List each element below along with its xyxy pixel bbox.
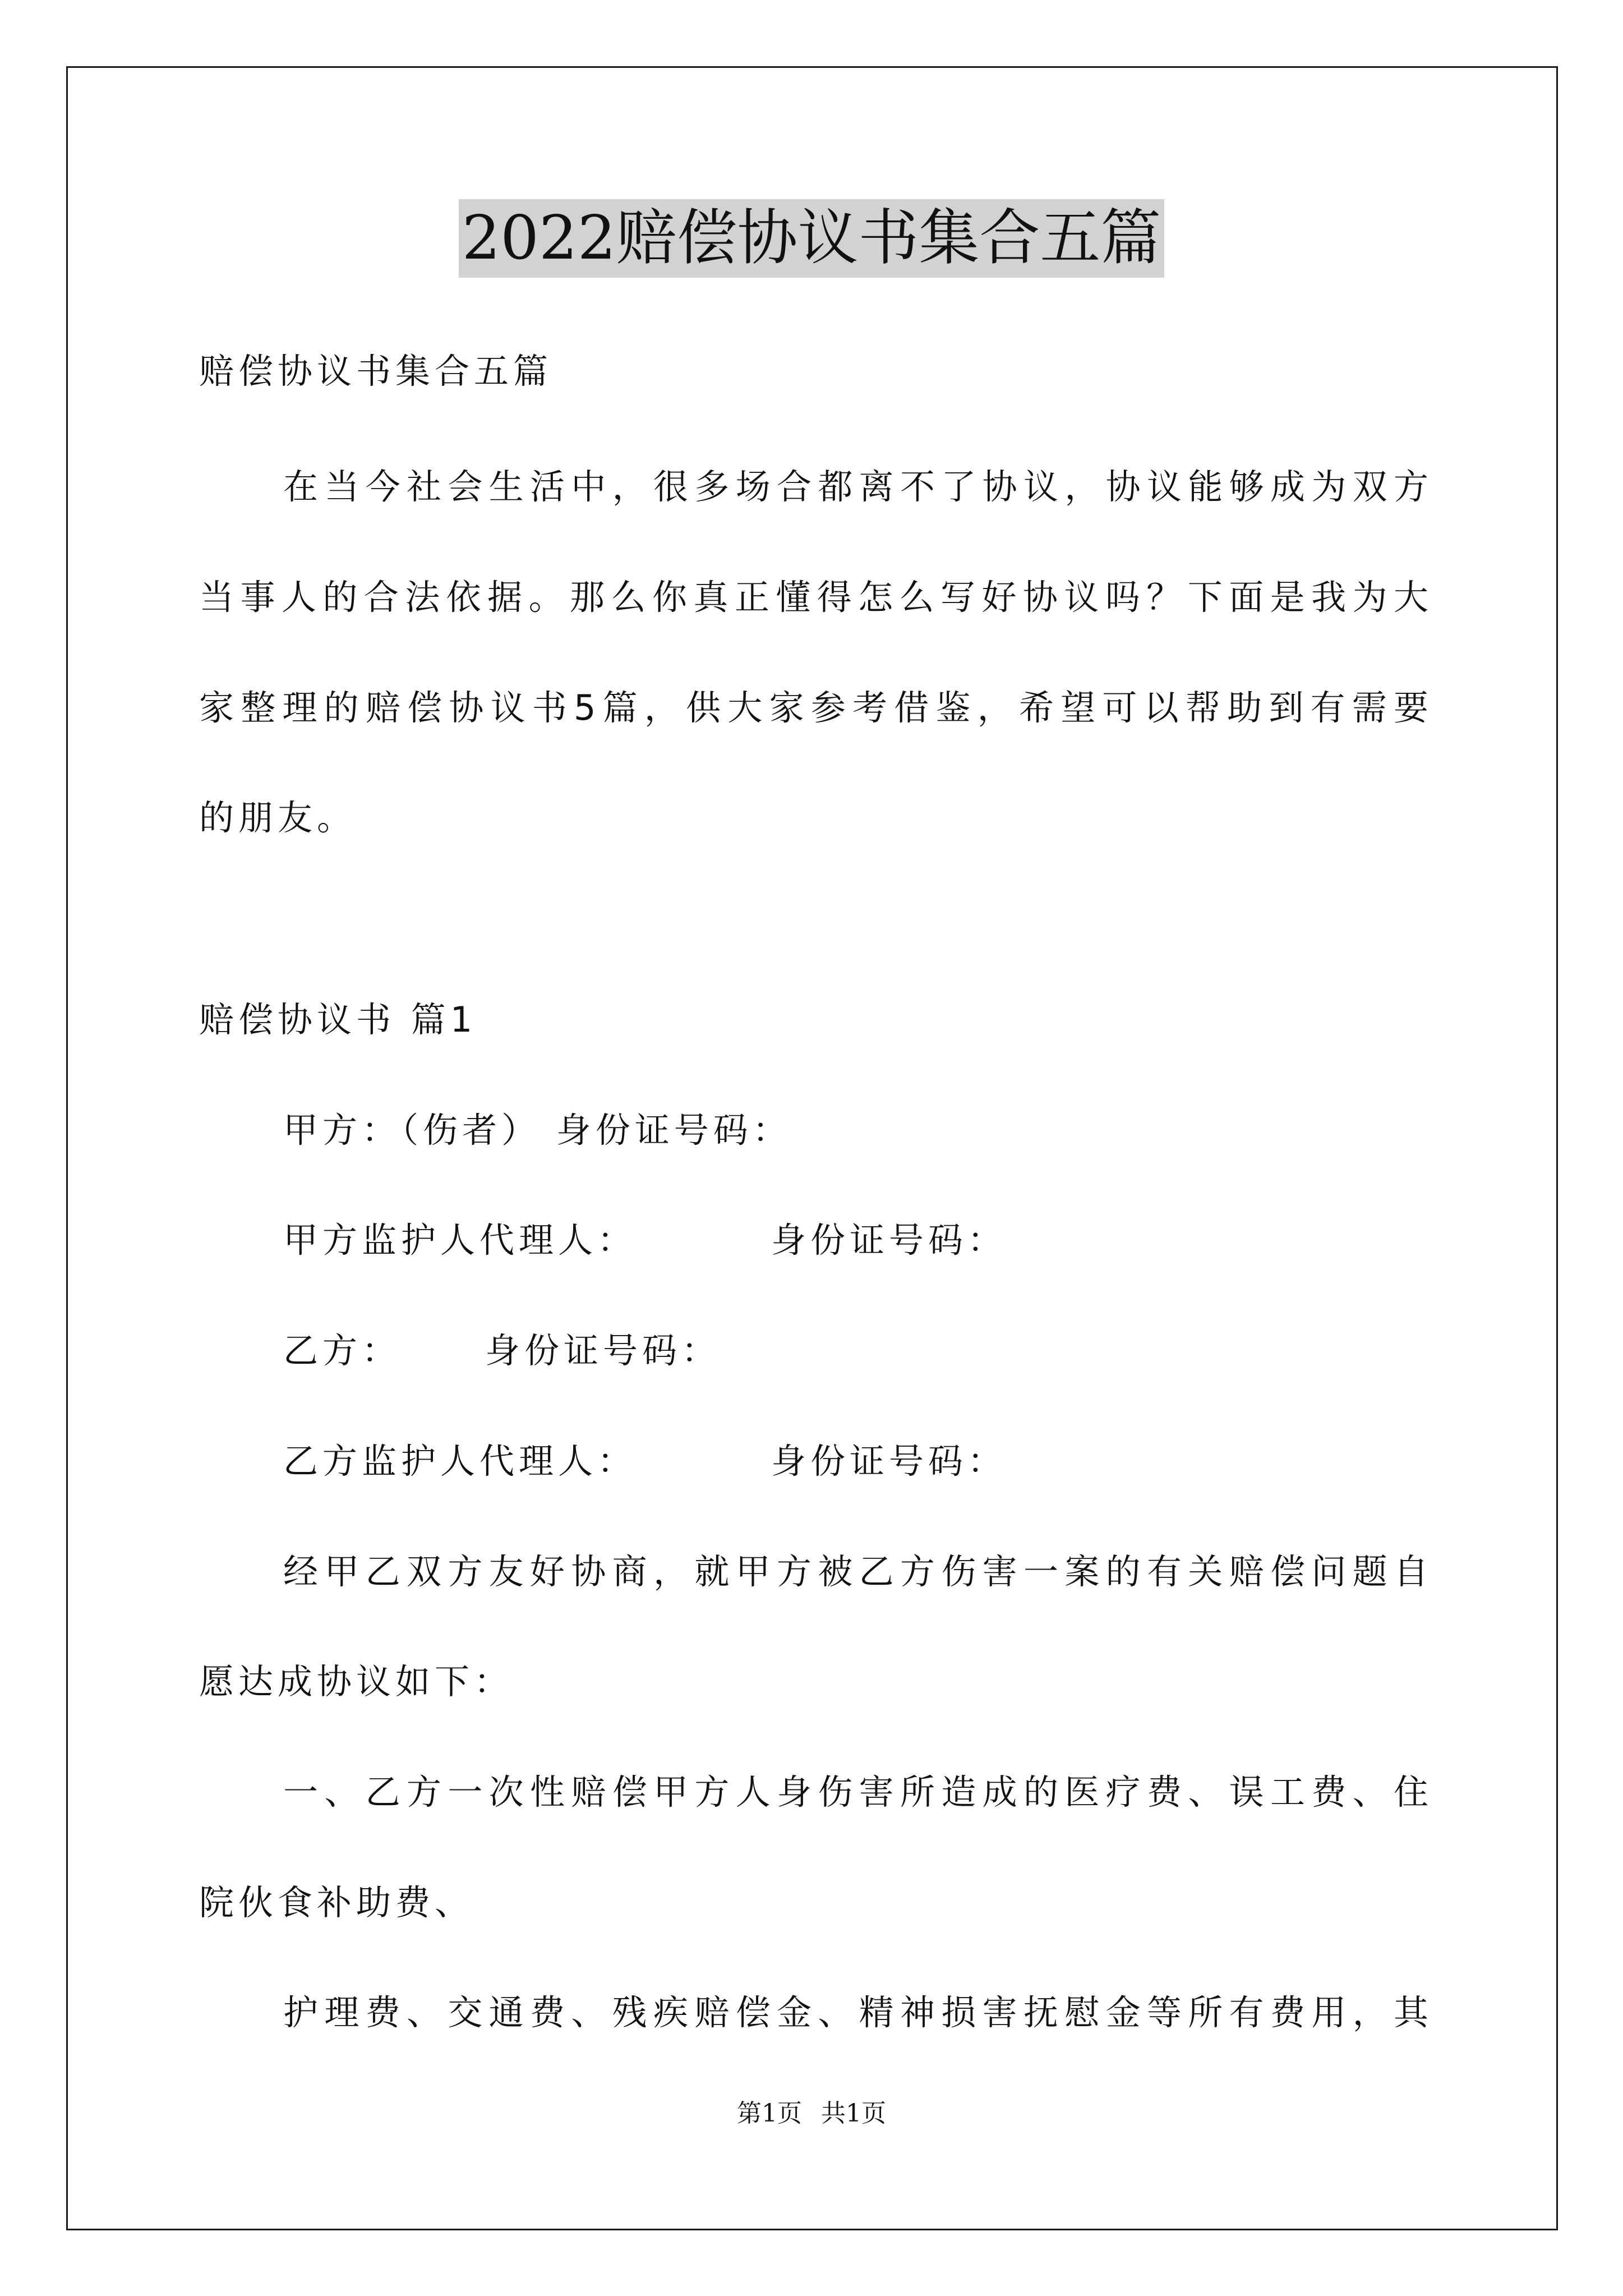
page-footer: [0, 2098, 1623, 2129]
document-title-text: 2022赔偿协议书集合五篇: [459, 199, 1165, 278]
page-number: 第1页: [737, 2099, 802, 2128]
party-a-line: 甲方：（伤者） 身份证号码：: [283, 1110, 792, 1151]
document-title: [0, 199, 1623, 278]
party-b-guardian: 乙方监护人代理人：: [283, 1441, 637, 1481]
party-b-id: 身份证号码：: [485, 1330, 721, 1371]
party-a-guardian: 甲方监护人代理人：: [283, 1220, 637, 1260]
party-b-line: 乙方：: [283, 1330, 402, 1371]
party-a-guardian-id: 身份证号码：: [771, 1220, 1007, 1260]
document-subtitle: 赔偿协议书集合五篇: [199, 351, 553, 392]
section-heading: 赔偿协议书 篇1: [199, 999, 477, 1040]
page-total: 共1页: [821, 2099, 886, 2128]
agreement-line-2: 愿达成协议如下：: [199, 1661, 514, 1702]
clause-line-2: 院伙食补助费、: [199, 1882, 474, 1923]
clause-line-1: 一、乙方一次性赔偿甲方人身伤害所造成的医疗费、误工费、住: [283, 1772, 1433, 1812]
intro-line-4: 的朋友。: [199, 797, 357, 838]
party-b-guardian-id: 身份证号码：: [771, 1441, 1007, 1481]
intro-line-1: 在当今社会生活中，很多场合都离不了协议，协议能够成为双方: [283, 466, 1433, 507]
agreement-line-1: 经甲乙双方友好协商，就甲方被乙方伤害一案的有关赔偿问题自: [283, 1551, 1433, 1592]
intro-line-2: 当事人的合法依据。那么你真正懂得怎么写好协议吗？下面是我为大: [199, 577, 1433, 618]
intro-line-3: 家整理的赔偿协议书5篇，供大家参考借鉴，希望可以帮助到有需要: [199, 687, 1433, 728]
clause-line-3: 护理费、交通费、残疾赔偿金、精神损害抚慰金等所有费用，其: [283, 1992, 1433, 2033]
